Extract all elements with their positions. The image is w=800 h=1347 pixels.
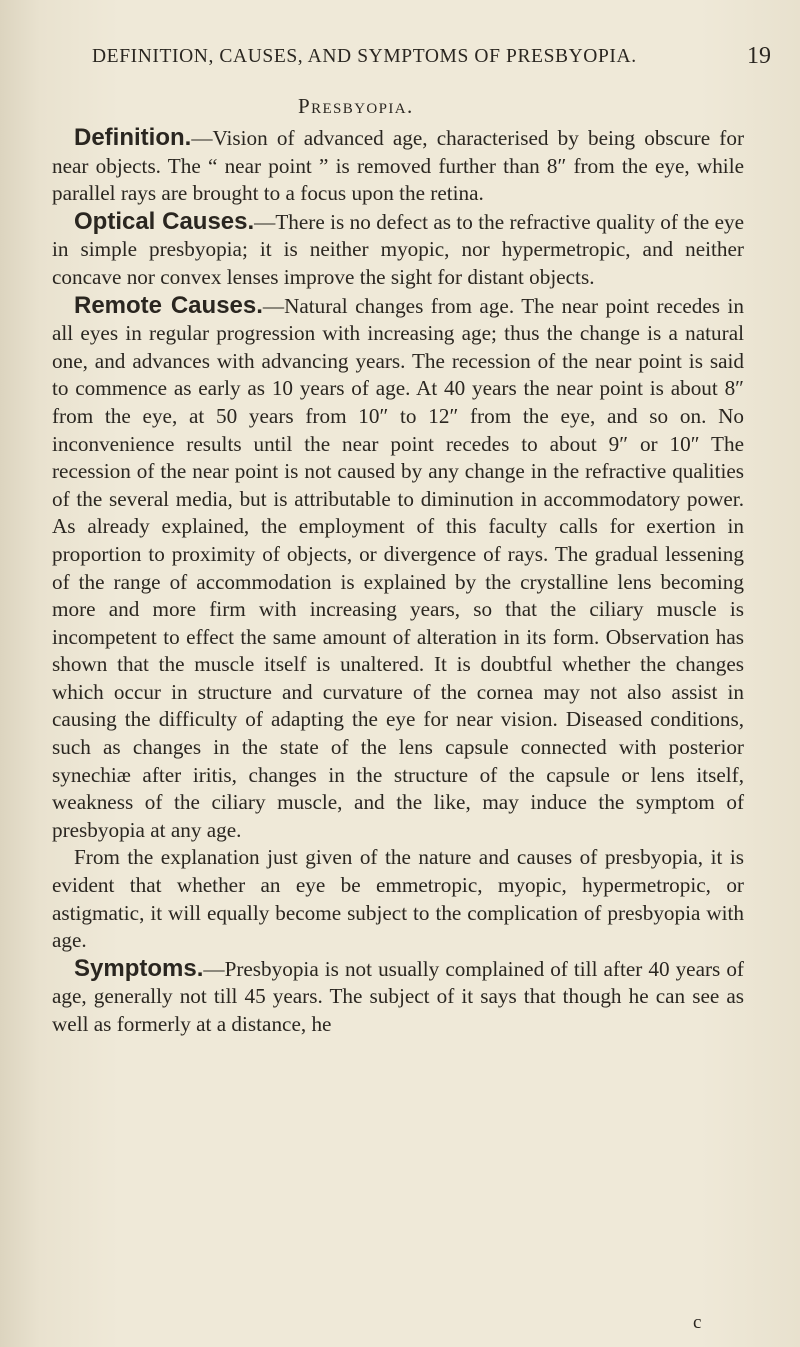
body-text xyxy=(52,124,744,1039)
heading-remote-causes: Remote Causes. xyxy=(74,291,263,319)
paragraph-definition xyxy=(52,124,744,208)
heading-symptoms: Symptoms. xyxy=(74,954,204,982)
paragraph-optical-causes xyxy=(52,208,744,292)
paragraph-text: —Vision of advanced age, characterised by being obscure for near objects. The “ near point ” is removed further than 8″ from the eye, while parallel rays are brought to a focus upon the retina. xyxy=(52,126,744,206)
paragraph-symptoms xyxy=(52,955,744,1039)
paragraph-text: —Natural changes from age. The near point recedes in all eyes in regular progression with increasing age; thus the change is a natural one, and advances with advancing years. The recession of the near point is said to commence as early as 10 years of age. At 40 years the near point is about 8″ from the eye, at 50 years from 10″ to 12″ from the eye, and so on. No inconvenience results until the near point recedes to about 9″ or 10″ The recession of the near point is not caused by any change in the refractive qualities of the several media, but is attributable to diminution in accommodatory power. As already explained, the employment of this faculty calls for exertion in proportion to proximity of objects, or divergence of rays. The gradual lessening of the range of accommodation is explained by the crystalline lens becoming more and more firm with increasing years, so that the ciliary muscle is incompetent to effect the same amount of alteration in its form. Observation has shown that the muscle itself is unaltered. It is doubtful whether the changes which occur in structure and curvature of the cornea may not also assist in causing the difficulty of adapting the eye for near vision. Diseased conditions, such as changes in the state of the lens capsule connected with posterior synechiæ after iritis, changes in the structure of the capsule or lens itself, weakness of the ciliary muscle, and the like, may induce the symptom of presbyopia at any age. xyxy=(52,293,744,842)
signature-mark: c xyxy=(693,1312,702,1333)
paragraph-explanation xyxy=(52,844,744,954)
paragraph-remote-causes xyxy=(52,292,744,845)
section-title: Presbyopia. xyxy=(298,94,414,118)
heading-optical-causes: Optical Causes. xyxy=(74,207,255,235)
paragraph-text: —There is no defect as to the refractive quality of the eye in simple presbyopia; it is neither myopic, nor hypermetropic, and neither concave nor convex lenses improve the sight for distant objects. xyxy=(52,209,744,289)
page-number: 19 xyxy=(747,43,771,69)
paragraph-text: —Presbyopia is not usually complained of till after 40 years of age, generally not till 45 years. The subject of it says that though he can see as well as formerly at a distance, he xyxy=(52,956,744,1036)
running-head: DEFINITION, CAUSES, AND SYMPTOMS OF PRESBYOPIA. xyxy=(92,46,637,67)
paragraph-text: From the explanation just given of the nature and causes of presbyopia, it is evident that whether an eye be emmetropic, myopic, hypermetropic, or astigmatic, it will equally become subject to the complication of presbyopia with age. xyxy=(52,845,744,953)
heading-definition: Definition. xyxy=(74,124,192,151)
